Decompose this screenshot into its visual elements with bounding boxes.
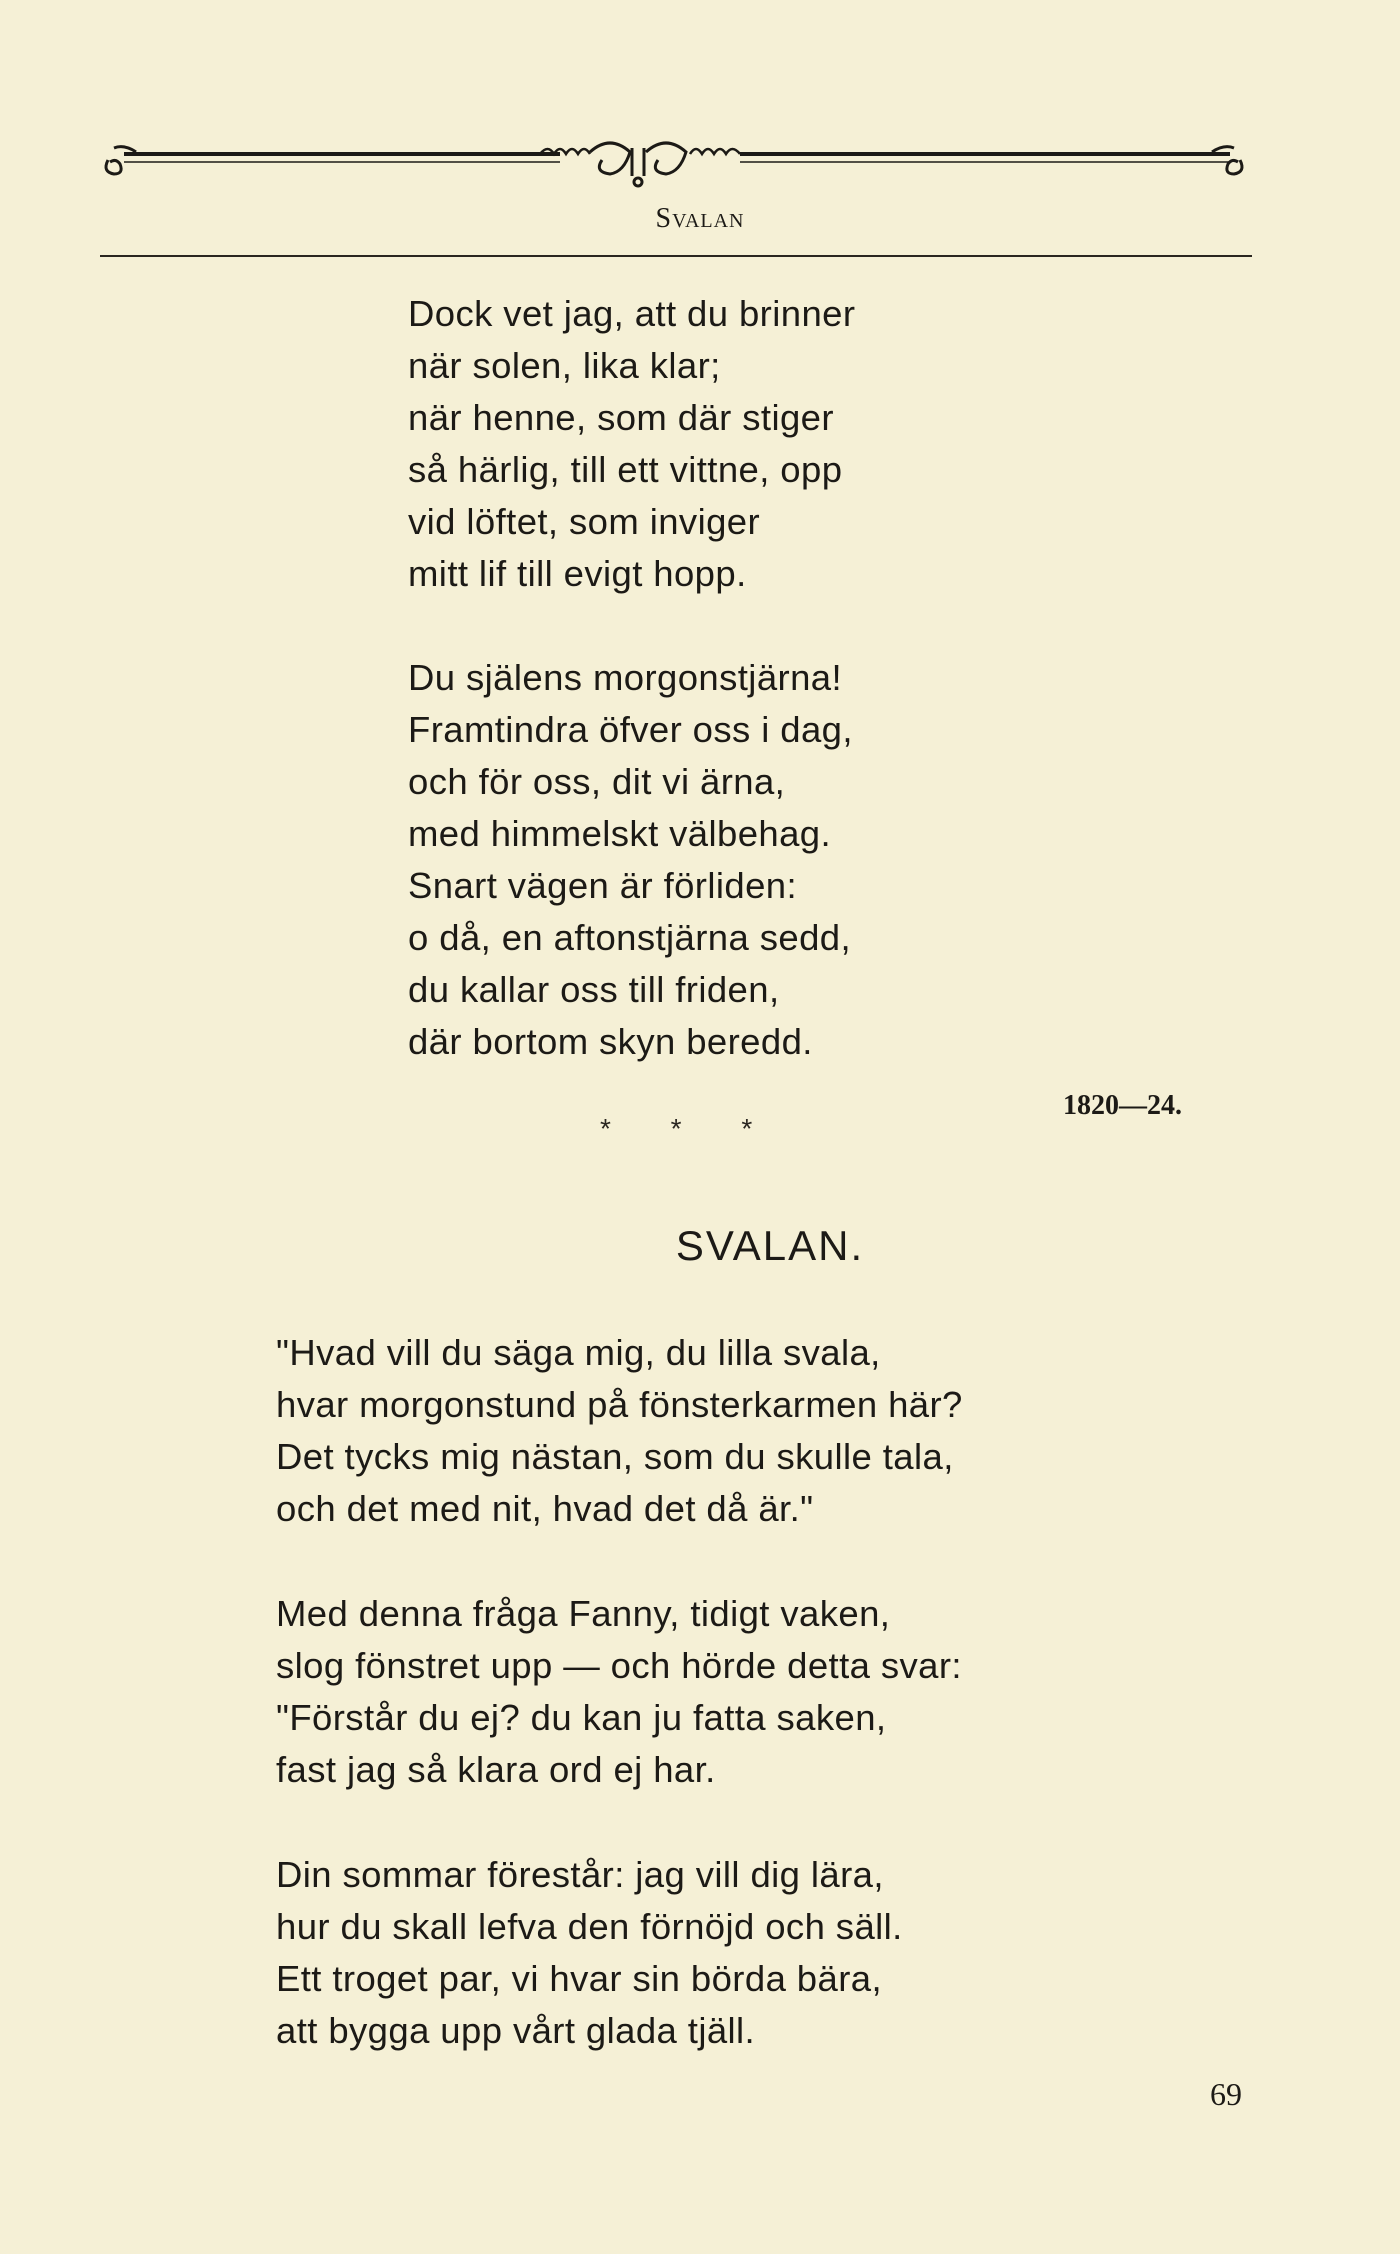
verse-line: vid löftet, som inviger: [408, 501, 761, 542]
poem1-stanza-1: [408, 288, 855, 600]
verse-line: Det tycks mig nästan, som du skulle tala,: [276, 1436, 954, 1477]
verse-line: Snart vägen är förliden:: [408, 865, 798, 906]
verse-line: Du själens morgonstjärna!: [408, 657, 843, 698]
poem2-stanza-2: [276, 1588, 962, 1796]
verse-line: Med denna fråga Fanny, tidigt vaken,: [276, 1593, 891, 1634]
running-head: Svalan: [655, 203, 745, 234]
poem1-stanza-2: [408, 652, 853, 1068]
poem2-stanza-3: [276, 1849, 903, 2057]
verse-line: hvar morgonstund på fönsterkarmen här?: [276, 1384, 963, 1425]
page-number: 69: [1210, 2076, 1242, 2112]
verse-line: slog fönstret upp — och hörde detta svar:: [276, 1645, 962, 1686]
verse-line: och det med nit, hvad det då är.": [276, 1488, 814, 1529]
verse-line: fast jag så klara ord ej har.: [276, 1749, 716, 1790]
poem-date: 1820—24.: [1063, 1090, 1182, 1121]
verse-line: så härlig, till ett vittne, opp: [408, 449, 843, 490]
verse-line: "Förstår du ej? du kan ju fatta saken,: [276, 1697, 887, 1738]
asterism-separator: * * *: [600, 1113, 779, 1144]
verse-line: när solen, lika klar;: [408, 345, 721, 386]
poem2-stanza-1: [276, 1327, 963, 1535]
verse-line: du kallar oss till friden,: [408, 969, 780, 1010]
header-rule: [100, 255, 1252, 257]
verse-line: o då, en aftonstjärna sedd,: [408, 917, 852, 958]
scroll-ornament-icon: [100, 130, 1250, 200]
verse-line: Dock vet jag, att du brinner: [408, 293, 856, 334]
poem-title: SVALAN.: [675, 1222, 865, 1269]
verse-line: där bortom skyn beredd.: [408, 1021, 813, 1062]
verse-line: Ett troget par, vi hvar sin börda bära,: [276, 1958, 882, 1999]
verse-line: hur du skall lefva den förnöjd och säll.: [276, 1906, 903, 1947]
verse-line: och för oss, dit vi ärna,: [408, 761, 786, 802]
verse-line: Framtindra öfver oss i dag,: [408, 709, 853, 750]
verse-line: med himmelskt välbehag.: [408, 813, 832, 854]
verse-line: att bygga upp vårt glada tjäll.: [276, 2010, 756, 2051]
verse-line: Din sommar förestår: jag vill dig lära,: [276, 1854, 884, 1895]
verse-line: när henne, som där stiger: [408, 397, 834, 438]
verse-line: mitt lif till evigt hopp.: [408, 553, 747, 594]
verse-line: "Hvad vill du säga mig, du lilla svala,: [276, 1332, 881, 1373]
